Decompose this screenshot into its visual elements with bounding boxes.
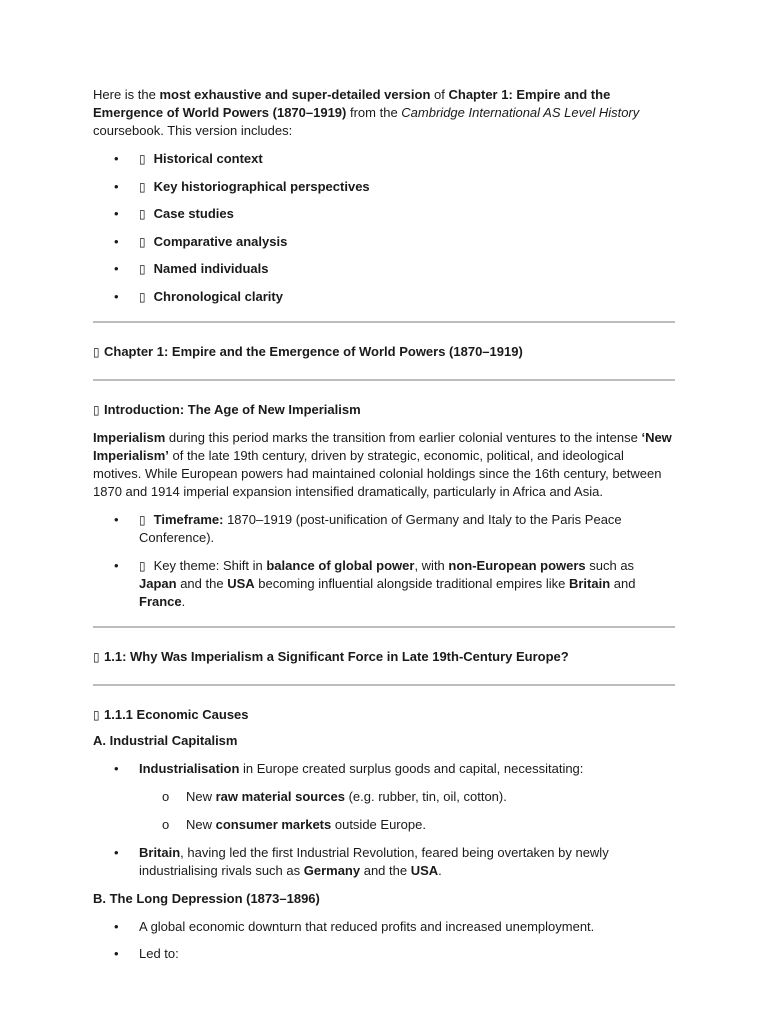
list-item-label: Named individuals xyxy=(153,261,269,276)
body-text: New xyxy=(186,789,216,804)
body-text: Key theme: Shift in xyxy=(153,557,267,573)
list-item xyxy=(93,288,675,306)
list-item xyxy=(93,844,675,880)
bullet-icon: • xyxy=(114,233,119,249)
introduction-list xyxy=(93,511,675,611)
sub-list-item xyxy=(139,816,675,834)
introduction-paragraph xyxy=(93,429,675,501)
bullet-icon: • xyxy=(114,512,119,527)
body-text: 1870–1919 (post-unification of Germany and Italy to the Paris Peace Conference). xyxy=(139,512,622,545)
body-text: outside Europe. xyxy=(331,817,426,832)
body-text: . xyxy=(438,863,442,878)
list-item xyxy=(93,760,675,834)
bullet-icon: • xyxy=(114,261,119,276)
body-text: Led to: xyxy=(139,946,179,961)
intro-italic: Cambridge International AS Level History xyxy=(401,105,640,120)
body-text: A global economic downturn that reduced profits and increased unemployment. xyxy=(139,918,595,934)
list-item xyxy=(93,150,675,168)
chapter-heading xyxy=(93,343,675,361)
bold-term: consumer markets xyxy=(215,817,332,832)
section-1-1-1-heading xyxy=(93,706,675,724)
bold-term: Germany xyxy=(303,863,361,878)
list-item xyxy=(93,260,675,278)
body-text: (e.g. rubber, tin, oil, cotton). xyxy=(344,789,507,804)
body-text: , with xyxy=(414,557,449,573)
list-item xyxy=(93,557,675,611)
intro-text: from the xyxy=(346,105,402,120)
bullet-icon: • xyxy=(114,151,119,166)
list-item xyxy=(93,205,675,223)
bold-term: raw material sources xyxy=(215,789,345,804)
placeholder-box-icon: ▯ xyxy=(93,708,100,722)
bullet-icon: • xyxy=(114,761,119,776)
bullet-icon: • xyxy=(114,557,119,573)
bold-term: USA xyxy=(410,863,439,878)
list-item xyxy=(93,178,675,196)
body-text: and xyxy=(610,575,636,591)
bullet-icon: • xyxy=(114,918,119,934)
bullet-icon: • xyxy=(114,845,119,860)
body-text: during this period marks the transition from earlier colonial ventures to the intense xyxy=(165,430,642,445)
body-text: of the late 19th century, driven by strategic, economic, political, and ideological motives. While European powers had maintained colonial holdings since the 16th century, between 1870 and 1914 imperial expansion intensified dramatically, particularly in Africa and Asia. xyxy=(93,448,662,499)
list-item xyxy=(93,945,675,963)
body-text: and the xyxy=(360,863,411,878)
body-text: in Europe created surplus goods and capital, necessitating: xyxy=(239,761,584,776)
bullet-icon: • xyxy=(114,288,119,304)
intro-paragraph xyxy=(93,86,675,140)
sub-list xyxy=(139,788,675,834)
bold-term: Britain xyxy=(568,575,611,591)
intro-text: Here is the xyxy=(93,87,160,102)
placeholder-box-icon: ▯ xyxy=(139,179,146,194)
placeholder-box-icon: ▯ xyxy=(139,558,146,573)
introduction-heading-text: Introduction: The Age of New Imperialism xyxy=(104,402,361,417)
section-heading-text: 1.1: Why Was Imperialism a Significant Force in Late 19th-Century Europe? xyxy=(104,649,569,664)
placeholder-box-icon: ▯ xyxy=(139,152,146,166)
list-item xyxy=(93,918,675,936)
bold-term: Industrialisation xyxy=(139,761,240,776)
bold-term: ‘New Imperialism’ xyxy=(93,430,672,463)
placeholder-box-icon: ▯ xyxy=(139,289,146,304)
body-text: , having led the first Industrial Revolution, feared being overtaken by newly industrialising rivals such as xyxy=(139,845,609,878)
list-item xyxy=(93,233,675,251)
body-text: and the xyxy=(176,575,228,591)
placeholder-box-icon: ▯ xyxy=(93,650,100,664)
placeholder-box-icon: ▯ xyxy=(139,207,146,221)
list-item-label: Historical context xyxy=(153,151,263,166)
section-heading-text: 1.1.1 Economic Causes xyxy=(104,707,249,722)
body-text: such as xyxy=(585,557,635,573)
placeholder-box-icon: ▯ xyxy=(93,345,100,359)
bullet-icon: • xyxy=(114,206,119,221)
bold-term: Imperialism xyxy=(93,430,166,445)
placeholder-box-icon: ▯ xyxy=(139,262,146,276)
bold-term: USA xyxy=(227,575,255,591)
placeholder-box-icon: ▯ xyxy=(139,513,146,527)
bold-term: non-European powers xyxy=(448,557,586,573)
long-depression-list xyxy=(93,918,675,964)
bold-term: Japan xyxy=(139,575,177,591)
placeholder-box-icon: ▯ xyxy=(139,234,146,249)
intro-text: of xyxy=(430,87,449,102)
intro-bold: Chapter 1: Empire and the Emergence of World Powers (1870–1919) xyxy=(93,87,611,120)
includes-list xyxy=(93,150,675,306)
section-1-1-heading xyxy=(93,648,675,666)
document-body xyxy=(93,86,675,973)
list-item-label: Chronological clarity xyxy=(153,288,283,304)
sub-bullet-icon: o xyxy=(162,817,170,832)
list-item xyxy=(93,511,675,547)
intro-text: coursebook. This version includes: xyxy=(93,123,293,138)
list-item-label: Key historiographical perspectives xyxy=(153,178,370,194)
bold-term: Timeframe: xyxy=(153,512,224,527)
subsection-a-heading: A. Industrial Capitalism xyxy=(93,733,238,748)
list-item-label: Case studies xyxy=(153,206,234,221)
subsection-b-heading: B. The Long Depression (1873–1896) xyxy=(93,890,320,906)
industrial-capitalism-list xyxy=(93,760,675,880)
body-text: New xyxy=(186,817,216,832)
body-text: becoming influential alongside traditional empires like xyxy=(254,575,569,591)
list-item-label: Comparative analysis xyxy=(153,233,288,249)
intro-bold: most exhaustive and super-detailed version xyxy=(159,87,431,102)
sub-list-item xyxy=(139,788,675,806)
bullet-icon: • xyxy=(114,178,119,194)
placeholder-box-icon: ▯ xyxy=(93,403,100,417)
bullet-icon: • xyxy=(114,946,119,961)
bold-term: Britain xyxy=(139,845,181,860)
sub-bullet-icon: o xyxy=(162,789,170,804)
bold-term: balance of global power xyxy=(266,557,415,573)
bold-term: France xyxy=(139,593,182,609)
introduction-heading xyxy=(93,401,675,419)
chapter-heading-text: Chapter 1: Empire and the Emergence of World Powers (1870–1919) xyxy=(104,344,523,359)
body-text: . xyxy=(181,593,186,609)
